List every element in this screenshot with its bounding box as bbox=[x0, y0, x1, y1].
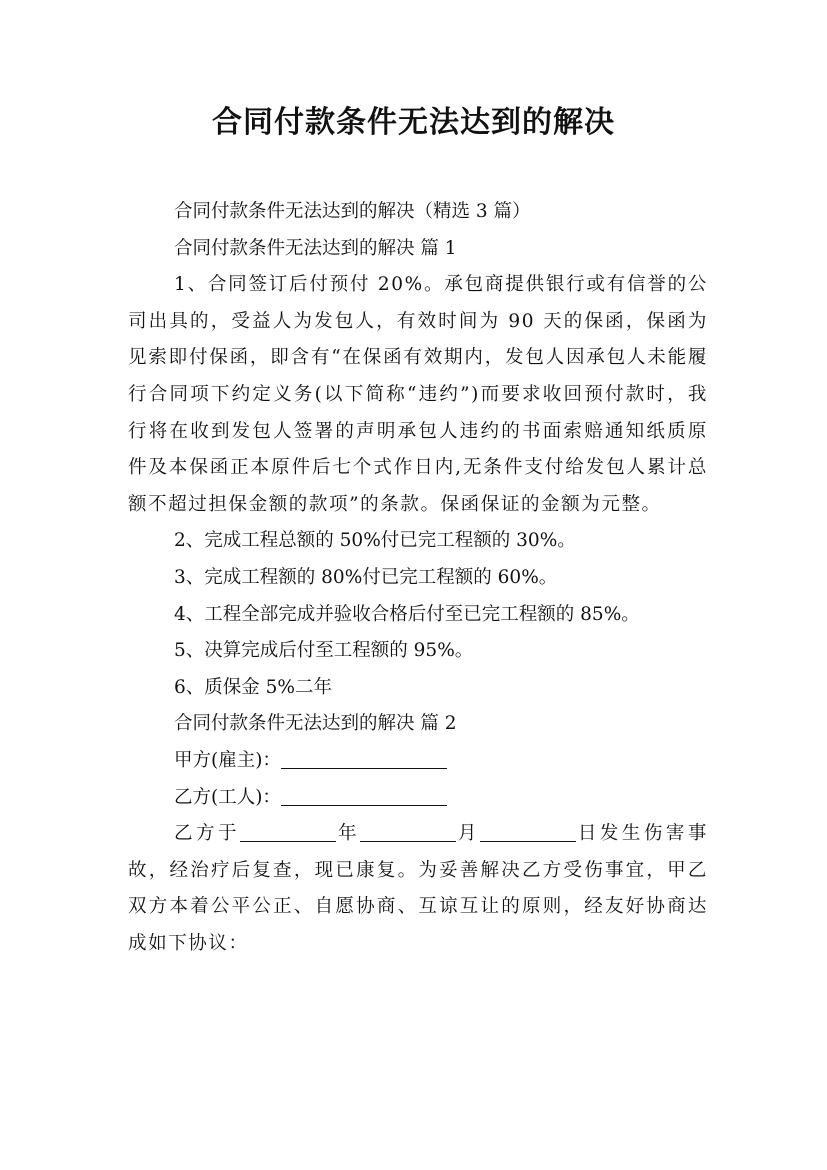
accident-text: 日发生伤害事故，经治疗后复查，现已康复。为妥善解决乙方受伤事宜，甲乙双方本着公平公正、自愿协商、互谅互让的原则，经友好协商达成如下协议： bbox=[128, 823, 708, 954]
payment-item-6: 6、质保金 5%二年 bbox=[174, 676, 333, 698]
intro-line: 合同付款条件无法达到的解决（精选 3 篇） bbox=[174, 201, 531, 222]
payment-item-1: 1、合同签订后付预付 20%。承包商提供银行或有信誉的公司出具的，受益人为发包人，有效时间为 90 天的保函，保函为见索即付保函，即含有“在保函有效期内，发包人因承包人未能履行合同项下约定义务(以下简称“违约”)而要求收回预付款时，我行将在收到发包人签署的声明承包人违约的书面索赔通知纸质原件及本保函正本原件后七个式作日内,无条件支付给发包人累计总额不超过担保金额的款项”的条款。保函保证的金额为元整。 bbox=[128, 274, 708, 515]
month-blank bbox=[360, 821, 456, 842]
section-heading-2: 合同付款条件无法达到的解决 篇 2 bbox=[174, 713, 457, 735]
payment-item-5: 5、决算完成后付至工程额的 95%。 bbox=[174, 640, 474, 662]
payment-item-2: 2、完成工程总额的 50%付已完工程额的 30%。 bbox=[174, 530, 576, 552]
party-b-blank bbox=[281, 785, 447, 806]
party-a-line bbox=[128, 743, 708, 780]
payment-item-3: 3、完成工程额的 80%付已完工程额的 60%。 bbox=[174, 566, 558, 588]
section-heading-1: 合同付款条件无法达到的解决 篇 1 bbox=[174, 237, 457, 259]
accident-prefix: 乙方于 bbox=[174, 823, 241, 845]
year-label: 年 bbox=[336, 823, 360, 845]
day-blank bbox=[480, 821, 576, 842]
party-a-blank bbox=[281, 748, 447, 769]
document-body bbox=[128, 194, 708, 962]
party-b-line bbox=[128, 780, 708, 817]
document-title: 合同付款条件无法达到的解决 bbox=[212, 105, 615, 140]
month-label: 月 bbox=[455, 823, 480, 845]
party-a-label: 甲方(雇主)： bbox=[174, 749, 281, 771]
accident-paragraph bbox=[128, 816, 708, 962]
party-b-label: 乙方(工人)： bbox=[174, 786, 281, 808]
payment-item-4: 4、工程全部完成并验收合格后付至已完工程额的 85%。 bbox=[174, 603, 640, 625]
year-blank bbox=[240, 821, 336, 842]
